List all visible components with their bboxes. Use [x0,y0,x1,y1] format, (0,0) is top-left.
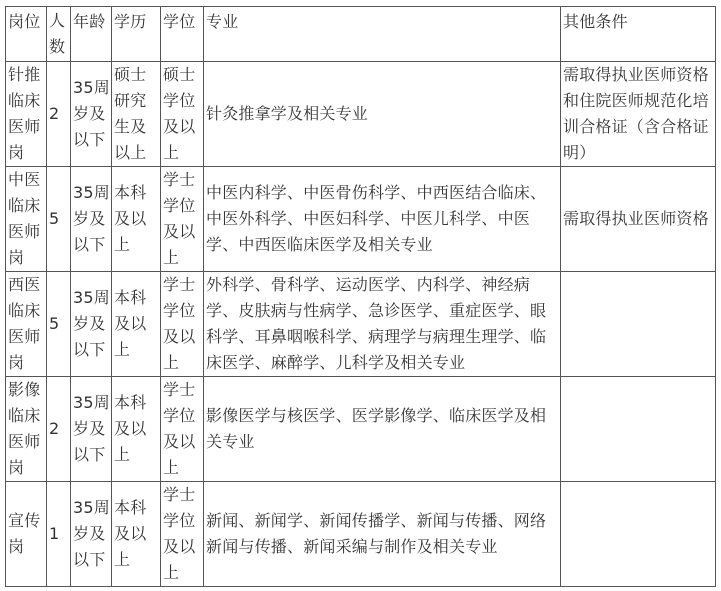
cell-count: 1 [47,482,71,587]
cell-education: 本科及以上 [112,377,161,482]
cell-post: 针推临床医师岗 [6,62,47,167]
cell-other: 需取得执业医师资格 [561,167,716,272]
cell-degree: 学士学位及以上 [161,167,204,272]
header-age: 年龄 [71,7,112,62]
cell-age: 35周岁及以下 [71,62,112,167]
table-row [6,167,716,272]
cell-education: 本科及以上 [112,272,161,377]
header-row [6,7,716,62]
header-degree: 学位 [161,7,204,62]
header-post: 岗位 [6,7,47,62]
cell-other [561,272,716,377]
table-row [6,377,716,482]
recruitment-table [5,6,716,587]
cell-major: 针灸推拿学及相关专业 [204,62,561,167]
cell-major: 外科学、骨科学、运动医学、内科学、神经病学、皮肤病与性病学、急诊医学、重症医学、眼科学、耳鼻咽喉科学、病理学与病理生理学、临床医学、麻醉学、儿科学及相关专业 [204,272,561,377]
cell-other: 需取得执业医师资格和住院医师规范化培训合格证（含合格证明） [561,62,716,167]
cell-degree: 学士学位及以上 [161,482,204,587]
cell-age: 35周岁及以下 [71,167,112,272]
cell-major: 影像医学与核医学、医学影像学、临床医学及相关专业 [204,377,561,482]
cell-age: 35周岁及以下 [71,482,112,587]
cell-count: 2 [47,62,71,167]
cell-degree: 学士学位及以上 [161,272,204,377]
table-row [6,482,716,587]
cell-major: 中医内科学、中医骨伤科学、中西医结合临床、中医外科学、中医妇科学、中医儿科学、中医学、中西医临床医学及相关专业 [204,167,561,272]
cell-post: 中医临床医师岗 [6,167,47,272]
cell-age: 35周岁及以下 [71,272,112,377]
cell-degree: 学士学位及以上 [161,377,204,482]
cell-count: 5 [47,272,71,377]
table-row [6,272,716,377]
header-education: 学历 [112,7,161,62]
cell-count: 5 [47,167,71,272]
cell-other [561,377,716,482]
table-row [6,62,716,167]
header-major: 专业 [204,7,561,62]
cell-major: 新闻、新闻学、新闻传播学、新闻与传播、网络新闻与传播、新闻采编与制作及相关专业 [204,482,561,587]
cell-education: 本科及以上 [112,482,161,587]
cell-degree: 硕士学位及以上 [161,62,204,167]
cell-education: 本科及以上 [112,167,161,272]
cell-education: 硕士研究生及以上 [112,62,161,167]
cell-other [561,482,716,587]
header-other: 其他条件 [561,7,716,62]
cell-count: 2 [47,377,71,482]
cell-post: 宣传岗 [6,482,47,587]
cell-post: 西医临床医师岗 [6,272,47,377]
header-count: 人数 [47,7,71,62]
cell-post: 影像临床医师岗 [6,377,47,482]
cell-age: 35周岁及以下 [71,377,112,482]
